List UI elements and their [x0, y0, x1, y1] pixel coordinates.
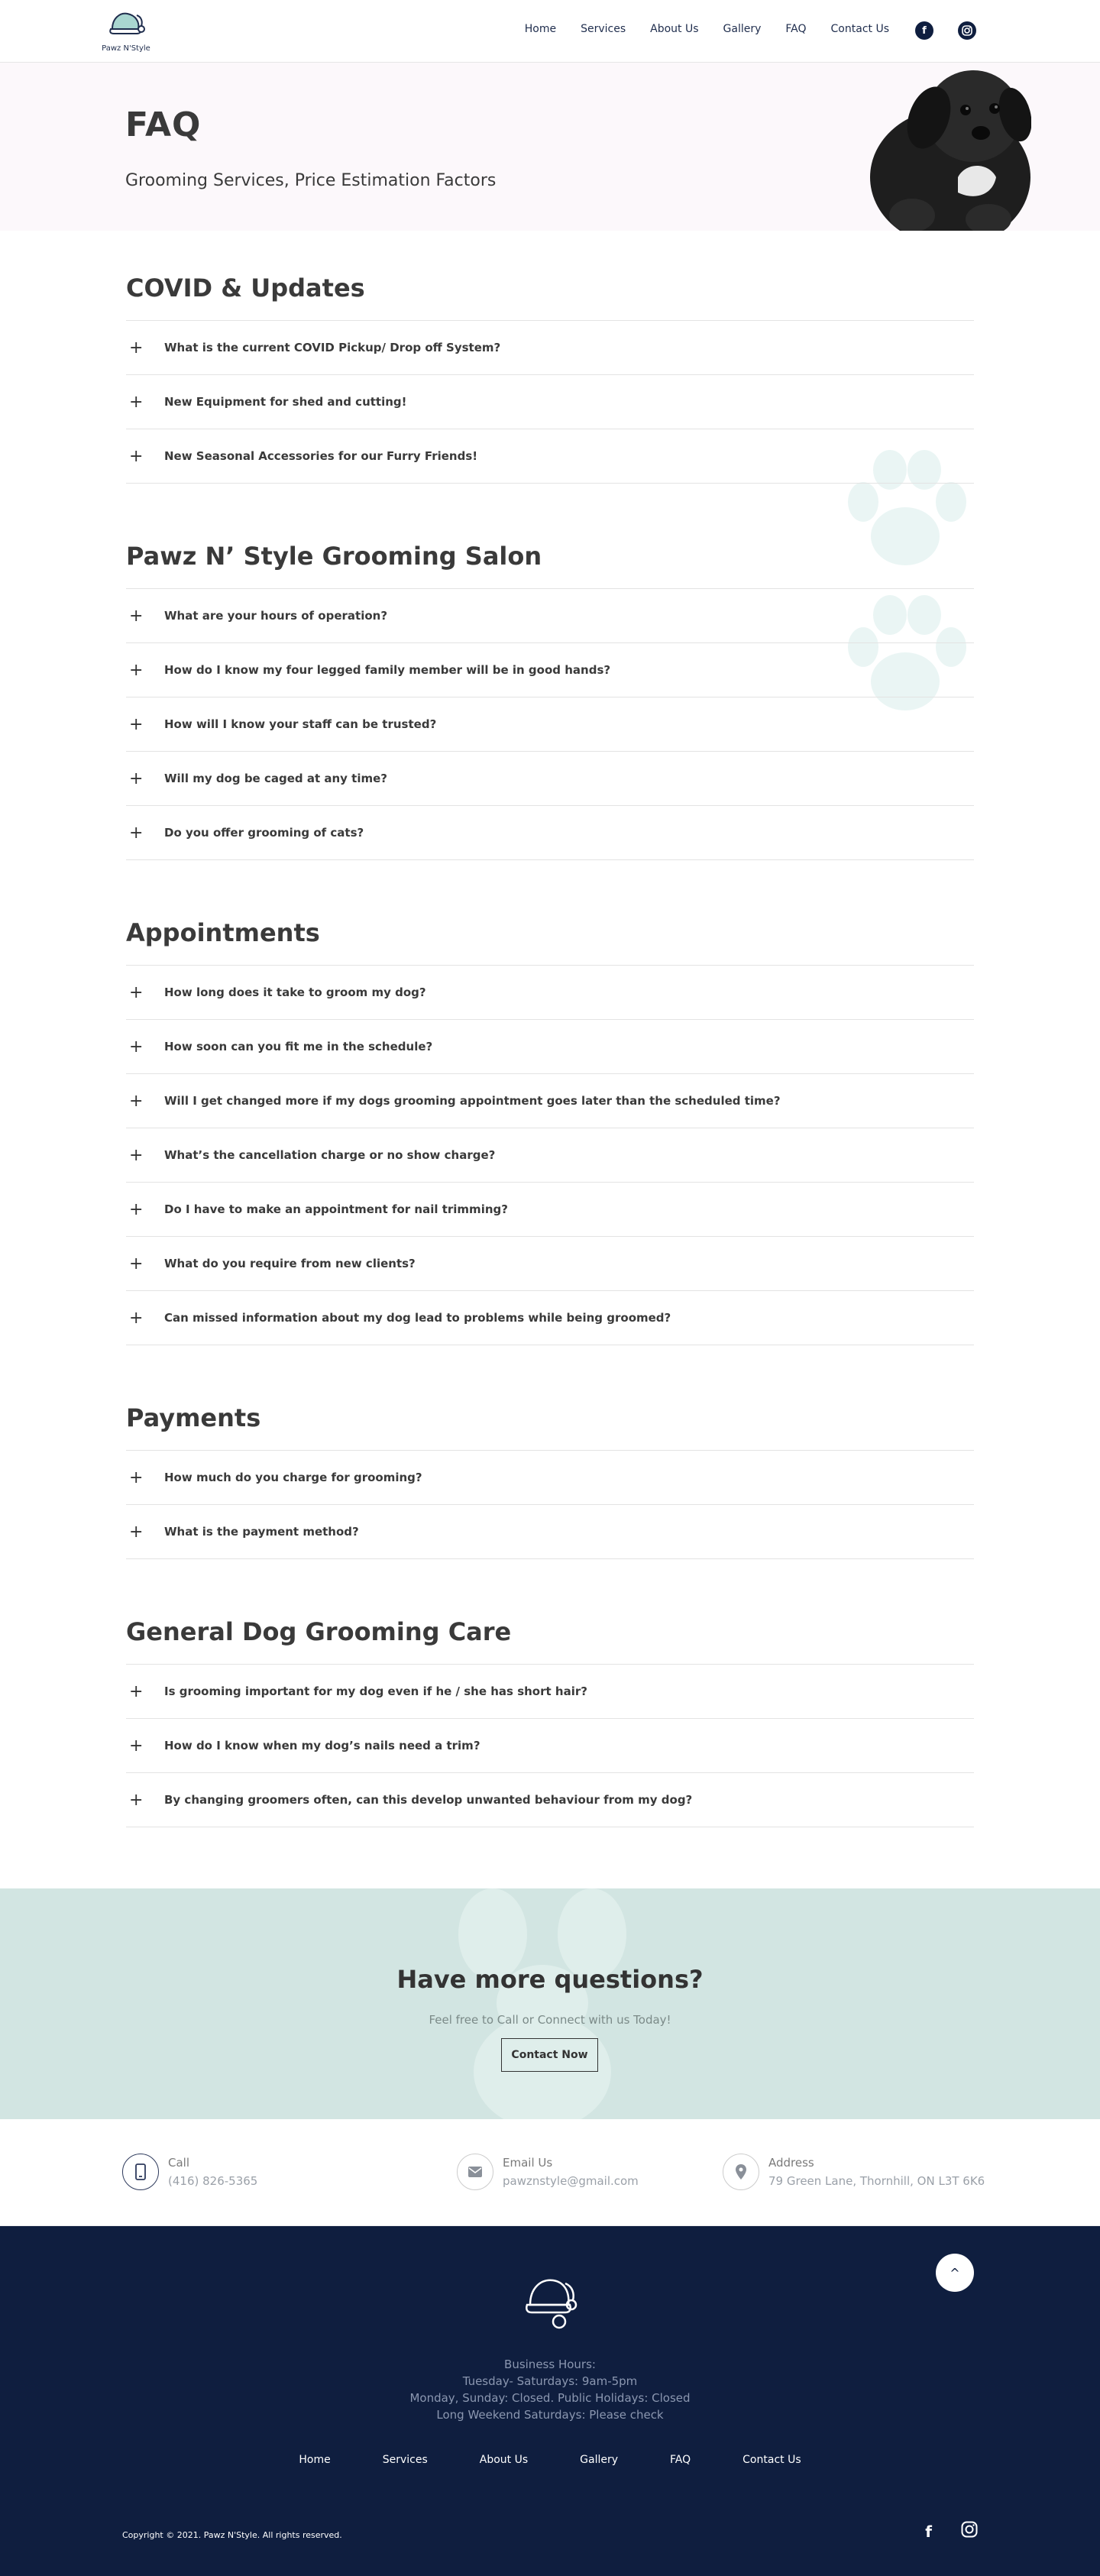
faq-section — [126, 917, 974, 1345]
faq-list — [126, 320, 974, 484]
section-title: General Dog Grooming Care — [126, 1617, 512, 1646]
plus-icon[interactable]: + — [129, 769, 144, 788]
faq-question[interactable]: Can missed information about my dog lead to problems while being groomed? — [164, 1311, 671, 1325]
facebook-icon[interactable]: f — [925, 2522, 932, 2541]
section-title: COVID & Updates — [126, 273, 365, 303]
faq-question[interactable]: By changing groomers often, can this develop unwanted behaviour from my dog? — [164, 1793, 693, 1807]
faq-question[interactable]: How soon can you fit me in the schedule? — [164, 1040, 433, 1053]
hours-line: Tuesday- Saturdays: 9am-5pm — [462, 2374, 638, 2388]
email-icon — [457, 2154, 493, 2190]
faq-list — [126, 1450, 974, 1559]
faq-item[interactable] — [126, 1237, 974, 1291]
faq-item[interactable] — [126, 1451, 974, 1505]
nav-gallery[interactable]: Gallery — [723, 23, 762, 35]
faq-list — [126, 588, 974, 860]
faq-section — [126, 1403, 974, 1559]
email-value[interactable]: pawznstyle@gmail.com — [503, 2174, 639, 2188]
cta-text: Feel free to Call or Connect with us Today! — [429, 2013, 671, 2027]
faq-section — [126, 273, 974, 484]
faq-question[interactable]: What is the current COVID Pickup/ Drop off System? — [164, 341, 501, 354]
plus-icon[interactable]: + — [129, 1037, 144, 1057]
email-label: Email Us — [503, 2156, 553, 2170]
plus-icon[interactable]: + — [129, 1091, 144, 1111]
plus-icon[interactable]: + — [129, 606, 144, 626]
plus-icon[interactable]: + — [129, 1308, 144, 1328]
faq-item[interactable] — [126, 643, 974, 697]
plus-icon[interactable]: + — [129, 982, 144, 1002]
faq-item[interactable] — [126, 1505, 974, 1559]
faq-question[interactable]: Do I have to make an appointment for nail trimming? — [164, 1202, 508, 1216]
faq-item[interactable] — [126, 1128, 974, 1183]
header-social — [909, 21, 976, 40]
footer-nav-faq[interactable]: FAQ — [670, 2454, 691, 2466]
phone-icon — [122, 2154, 159, 2190]
faq-question[interactable]: How much do you charge for grooming? — [164, 1471, 422, 1484]
faq-item[interactable] — [126, 1020, 974, 1074]
faq-item[interactable] — [126, 375, 974, 429]
faq-question[interactable]: How do I know when my dog’s nails need a trim? — [164, 1739, 480, 1752]
plus-icon[interactable]: + — [129, 1522, 144, 1542]
contact-call[interactable] — [122, 2154, 257, 2190]
main-nav — [500, 23, 889, 35]
faq-question[interactable]: What’s the cancellation charge or no show charge? — [164, 1148, 496, 1162]
footer-nav-about[interactable]: About Us — [479, 2454, 529, 2466]
faq-item[interactable] — [126, 697, 974, 752]
footer-nav-gallery[interactable]: Gallery — [580, 2454, 619, 2466]
footer-nav-home[interactable]: Home — [299, 2454, 331, 2466]
faq-item[interactable] — [126, 752, 974, 806]
plus-icon[interactable]: + — [129, 660, 144, 680]
faq-question[interactable]: How long does it take to groom my dog? — [164, 985, 426, 999]
faq-question[interactable]: New Seasonal Accessories for our Furry Friends! — [164, 449, 478, 463]
plus-icon[interactable]: + — [129, 338, 144, 358]
contact-now-button[interactable]: Contact Now — [501, 2038, 598, 2072]
plus-icon[interactable]: + — [129, 1145, 144, 1165]
faq-question[interactable]: Will I get changed more if my dogs grooming appointment goes later than the scheduled time? — [164, 1094, 781, 1108]
plus-icon[interactable]: + — [129, 714, 144, 734]
location-pin-icon — [723, 2154, 759, 2190]
plus-icon[interactable]: + — [129, 392, 144, 412]
faq-item[interactable] — [126, 1773, 974, 1827]
faq-item[interactable] — [126, 589, 974, 643]
address-label: Address — [768, 2156, 814, 2170]
faq-question[interactable]: How do I know my four legged family member will be in good hands? — [164, 663, 611, 677]
faq-main — [0, 273, 1100, 1888]
nav-home[interactable]: Home — [524, 23, 557, 35]
footer-nav-contact[interactable]: Contact Us — [742, 2454, 801, 2466]
site-footer — [0, 2226, 1100, 2576]
faq-question[interactable]: What do you require from new clients? — [164, 1257, 416, 1270]
section-title: Payments — [126, 1403, 261, 1432]
faq-item[interactable] — [126, 1074, 974, 1128]
facebook-icon[interactable]: f — [915, 21, 933, 40]
plus-icon[interactable]: + — [129, 1468, 144, 1487]
nav-contact[interactable]: Contact Us — [830, 23, 889, 35]
faq-item[interactable] — [126, 1183, 974, 1237]
faq-item[interactable] — [126, 321, 974, 375]
faq-item[interactable] — [126, 429, 974, 484]
plus-icon[interactable]: + — [129, 1254, 144, 1273]
section-title: Pawz N’ Style Grooming Salon — [126, 542, 542, 571]
cta-section — [0, 1888, 1100, 2119]
paw-watermark-icon — [451, 1888, 634, 2119]
faq-item[interactable] — [126, 806, 974, 860]
instagram-icon[interactable] — [958, 21, 976, 40]
plus-icon[interactable]: + — [129, 1736, 144, 1756]
faq-question[interactable]: Do you offer grooming of cats? — [164, 826, 364, 840]
call-value[interactable]: (416) 826-5365 — [168, 2174, 258, 2188]
site-header — [0, 0, 1100, 63]
plus-icon[interactable]: + — [129, 1681, 144, 1701]
page-title: FAQ — [125, 105, 202, 144]
faq-question[interactable]: Is grooming important for my dog even if he / she has short hair? — [164, 1684, 587, 1698]
faq-item[interactable] — [126, 1665, 974, 1719]
back-to-top-button[interactable]: ^ — [936, 2254, 974, 2292]
faq-section — [126, 541, 974, 860]
faq-list — [126, 1664, 974, 1827]
site-logo[interactable] — [99, 6, 153, 57]
business-hours — [0, 2356, 1100, 2423]
faq-question[interactable]: How will I know your staff can be trusted? — [164, 717, 437, 731]
faq-question[interactable]: New Equipment for shed and cutting! — [164, 395, 407, 409]
footer-nav-services[interactable]: Services — [382, 2454, 428, 2466]
nav-faq[interactable]: FAQ — [785, 23, 807, 35]
section-title: Appointments — [126, 918, 320, 947]
contact-email[interactable] — [457, 2154, 639, 2190]
hero-banner — [0, 63, 1100, 231]
faq-item[interactable] — [126, 1291, 974, 1345]
footer-logo-icon — [519, 2268, 581, 2329]
faq-item[interactable] — [126, 966, 974, 1020]
hours-title: Business Hours: — [504, 2358, 596, 2371]
plus-icon[interactable]: + — [129, 823, 144, 843]
nav-services[interactable]: Services — [581, 23, 626, 35]
faq-question[interactable]: Will my dog be caged at any time? — [164, 772, 387, 785]
faq-section — [126, 1616, 974, 1827]
address-value: 79 Green Lane, Thornhill, ON L3T 6K6 — [768, 2174, 985, 2188]
page-subtitle: Grooming Services, Price Estimation Factors — [125, 171, 497, 190]
plus-icon[interactable]: + — [129, 446, 144, 466]
faq-question[interactable]: What is the payment method? — [164, 1525, 359, 1539]
puppy-image — [859, 63, 1031, 231]
footer-social — [896, 2521, 978, 2542]
hours-line: Long Weekend Saturdays: Please check — [436, 2408, 664, 2422]
logo-text: Pawz N'Style — [102, 44, 150, 53]
faq-list — [126, 965, 974, 1345]
faq-item[interactable] — [126, 1719, 974, 1773]
plus-icon[interactable]: + — [129, 1199, 144, 1219]
footer-nav — [0, 2454, 1100, 2466]
contact-address[interactable] — [723, 2154, 985, 2190]
cta-title: Have more questions? — [396, 1965, 704, 1994]
contact-strip — [0, 2119, 1100, 2226]
hours-line: Monday, Sunday: Closed. Public Holidays: Closed — [409, 2391, 691, 2405]
logo-icon — [106, 6, 146, 43]
nav-about[interactable]: About Us — [650, 23, 699, 35]
instagram-icon[interactable] — [961, 2521, 978, 2542]
faq-question[interactable]: What are your hours of operation? — [164, 609, 388, 623]
plus-icon[interactable]: + — [129, 1790, 144, 1810]
call-label: Call — [168, 2156, 190, 2170]
copyright: Copyright © 2021. Pawz N'Style. All rights reserved. — [122, 2530, 342, 2540]
